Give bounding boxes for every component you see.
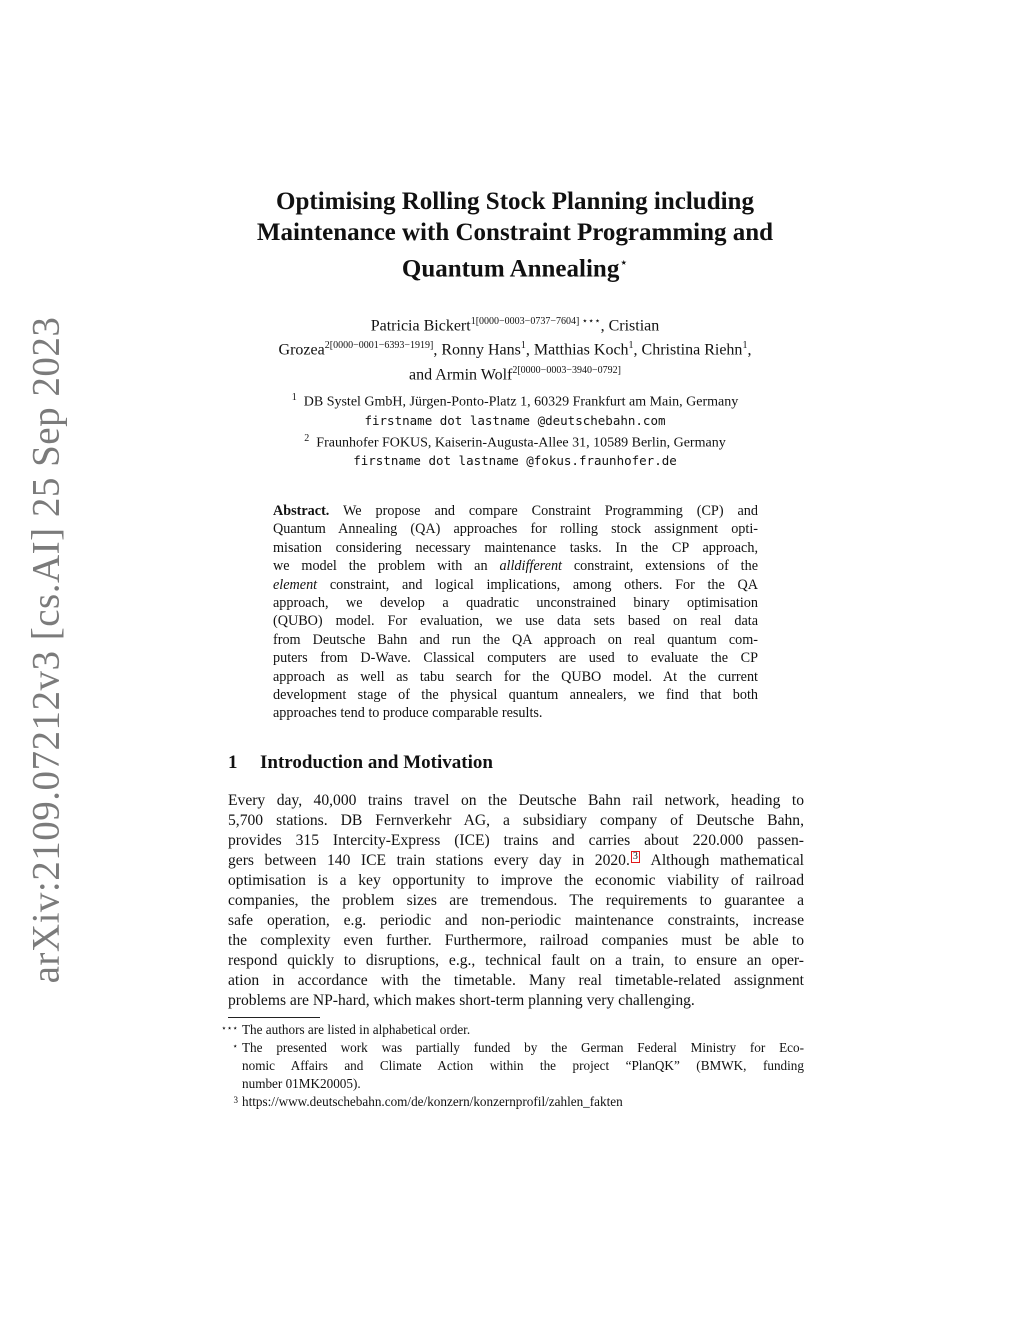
abstract-text: We propose and compare Constraint Programming (CP) and <box>329 503 758 519</box>
footnote-line: The presented work was partially funded by the German Federal Ministry for Eco- <box>242 1040 804 1055</box>
arxiv-sidebar <box>0 0 90 1325</box>
footnote-3 <box>228 1093 804 1111</box>
body-line: respond quickly to disruptions, e.g., technical fault on a train, to ensure an oper- <box>228 952 804 970</box>
footnote-divider <box>228 1017 320 1018</box>
affiliations <box>215 389 815 470</box>
abstract-line: approaches tend to produce comparable results. <box>273 705 543 722</box>
abstract-text: constraint, and logical implications, among others. For the QA <box>317 576 758 593</box>
footnote-authors <box>221 1021 804 1039</box>
author-wolf: and Armin Wolf <box>409 365 513 383</box>
body-line: provides 315 Intercity-Express (ICE) trains and carries about 220.000 passen- <box>228 832 804 849</box>
abstract-line: from Deutsche Bahn and run the QA approach on real quantum com- <box>273 631 758 648</box>
abstract-line: approach as well as tabu search for the QUBO model. At the current <box>273 668 758 685</box>
abstract <box>273 502 758 723</box>
body-line: Every day, 40,000 trains travel on the Deutsche Bahn rail network, heading to <box>228 792 804 809</box>
author-list <box>205 312 825 385</box>
abstract-line: development stage of the physical quantum annealers, we find that both <box>273 687 758 704</box>
abstract-line <box>273 502 758 520</box>
author-line-2 <box>205 336 825 360</box>
body-line <box>228 851 804 871</box>
affiliation-2-email: firstname dot lastname @fokus.fraunhofer.de <box>353 453 677 469</box>
body-line: optimisation is a key opportunity to improve the economic viability of railroad <box>228 872 804 890</box>
author-bickert-orcid: 1[0000−0003−0737−7604] <box>470 316 580 327</box>
body-line: safe operation, e.g. periodic and non-periodic maintenance constraints, increase <box>228 912 804 930</box>
abstract-emphasis-element: element <box>273 576 318 593</box>
abstract-emphasis-alldifferent: alldifferent <box>499 558 562 575</box>
body-line: companies, the problem sizes are tremendous. The requirements to guarantee a <box>228 892 804 910</box>
author-grozea-last: Grozea <box>278 341 325 359</box>
paper-title <box>200 186 830 284</box>
abstract-line <box>273 557 758 575</box>
footnote-line: number 01MK20005). <box>242 1076 361 1091</box>
body-line: 5,700 stations. DB Fernverkehr AG, a subsidiary company of Deutsche Bahn, <box>228 812 804 829</box>
abstract-line: misation considering necessary maintenance tasks. In the CP approach, <box>273 539 758 556</box>
affiliation-1 <box>215 389 815 412</box>
body-line: the complexity even further. Furthermore, railroad companies must be able to <box>228 932 804 950</box>
footnotes <box>221 1021 804 1111</box>
abstract-line <box>273 576 758 594</box>
affiliation-1-text: DB Systel GmbH, Jürgen-Ponto-Platz 1, 60329 Frankfurt am Main, Germany <box>303 394 739 410</box>
author-grozea-orcid: 2[0000−0001−6393−1919] <box>324 340 434 352</box>
abstract-line: (QUBO) model. For evaluation, we use data sets based on real data <box>273 613 758 630</box>
footnote-3-url[interactable]: https://www.deutschebahn.com/de/konzern/konzernprofil/zahlen_fakten <box>242 1094 623 1109</box>
footnote-authors-mark: ⋆⋆⋆ <box>221 1023 238 1033</box>
body-line: ation in accordance with the timetable. Many real timetable-related assignment <box>228 972 804 990</box>
affiliation-2-number: 2 <box>304 432 310 444</box>
section-number: 1 <box>228 752 238 773</box>
author-koch-sup: 1 <box>628 340 634 352</box>
title-line-1: Optimising Rolling Stock Planning including <box>276 188 754 215</box>
title-line-2: Maintenance with Constraint Programming and <box>256 219 774 246</box>
body-line: problems are NP-hard, which makes short-term planning very challenging. <box>228 992 695 1010</box>
abstract-label: Abstract. <box>273 503 330 519</box>
affiliation-2-text: Fraunhofer FOKUS, Kaiserin-Augusta-Allee 31, 10589 Berlin, Germany <box>316 435 726 451</box>
author-bickert: Patricia Bickert <box>370 317 471 335</box>
author-riehn-comma: , <box>747 341 752 359</box>
footnote-line: The authors are listed in alphabetical order. <box>242 1022 471 1037</box>
abstract-line: puters from D-Wave. Classical computers are used to evaluate the CP <box>273 650 758 667</box>
abstract-text: constraint, extensions of the <box>561 558 758 575</box>
body-text: gers between 140 ICE train stations every day in 2020. <box>228 852 630 870</box>
author-line-1 <box>205 312 825 336</box>
abstract-line: Quantum Annealing (QA) approaches for rolling stock assignment opti- <box>273 521 758 538</box>
author-riehn: , Christina Riehn <box>633 341 743 359</box>
footnote-3-mark: 3 <box>233 1095 238 1105</box>
arxiv-identifier: arXiv:2109.07212v3 [cs.AI] 25 Sep 2023 <box>24 316 68 984</box>
section-heading <box>228 752 493 774</box>
author-koch: , Matthias Koch <box>525 341 629 359</box>
author-grozea-first: , Cristian <box>600 317 660 335</box>
abstract-text: we model the problem with an <box>273 558 500 575</box>
affiliation-1-number: 1 <box>291 392 297 403</box>
author-hans-sup: 1 <box>520 340 526 352</box>
body-text: Although mathematical <box>640 852 804 870</box>
title-line-3-text: Quantum Annealing <box>401 255 620 283</box>
author-riehn-sup: 1 <box>742 340 748 352</box>
author-line-3 <box>205 361 825 385</box>
affiliation-2 <box>215 430 815 453</box>
footnote-line: nomic Affairs and Climate Action within the project “PlanQK” (BMWK, funding <box>242 1058 804 1073</box>
title-line-3 <box>200 248 830 284</box>
author-hans: , Ronny Hans <box>433 341 521 359</box>
author-bickert-mark: ⋆⋆⋆ <box>579 316 601 327</box>
body-paragraph <box>228 791 804 1011</box>
author-wolf-orcid: 2[0000−0003−3940−0792] <box>512 364 621 376</box>
footnote-funding <box>228 1039 804 1093</box>
title-footnote-star: ⋆ <box>619 256 629 271</box>
abstract-line: approach, we develop a quadratic unconstrained binary optimisation <box>273 595 758 612</box>
footnote-funding-mark: ⋆ <box>232 1041 238 1051</box>
section-title: Introduction and Motivation <box>260 752 493 773</box>
footnote-3-link[interactable]: 3 <box>632 851 638 862</box>
affiliation-1-email: firstname dot lastname @deutschebahn.com <box>364 412 666 428</box>
